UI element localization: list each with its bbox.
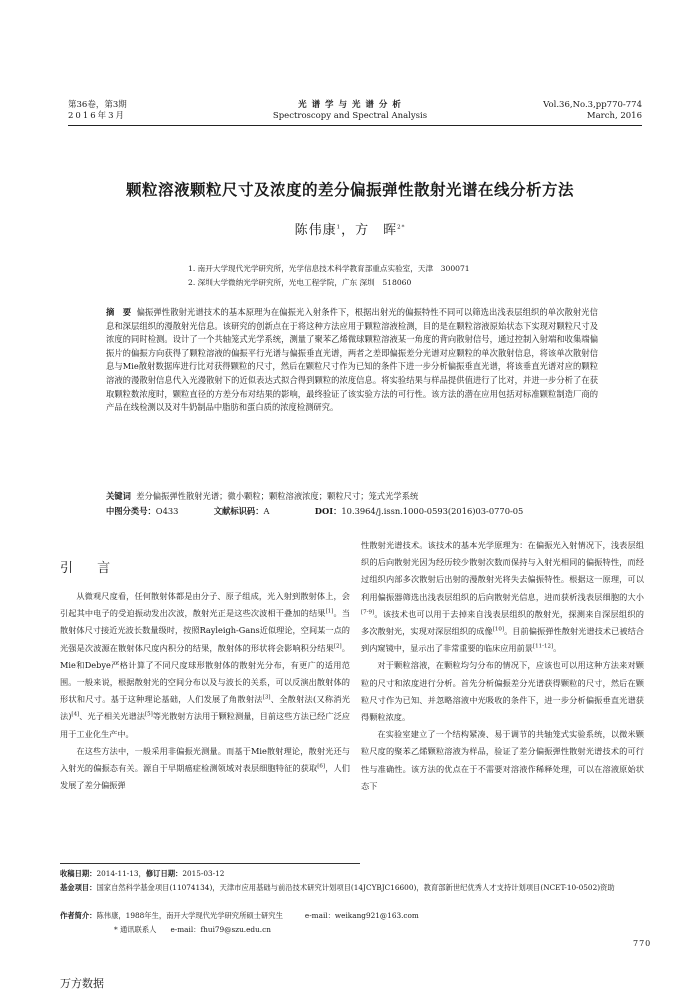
- header-date-cn: 2016年3月: [68, 111, 127, 121]
- author-separator: ，: [341, 223, 356, 238]
- header-date-en: March, 2016: [586, 111, 642, 121]
- body-paragraph: 从微观尺度看，任何散射体都是由分子、原子组成，光入射到散射体上，会引起其中电子的受迫振动发出次波，散射光正是这些次波相干叠加的结果[1]。当散射体尺寸接近光波长数量级时，按照Rayleigh-Gans近似理论，空间某一点的光强是次波源在散射体尺度内积分的结果，散射体的形状将会影响积分结果[2]。Mie和Debye严格计算了不同尺度球形散射体的散射光分布，有更广的适用范围。一般来说，根据散射光的空间分布以及与波长的关系，可以反演出散射体的形状和尺寸。基于这种理论基础，人们发展了角散射法[3]、全散射法(又称消光法)[4]、光子相关光谱法[5]等光散射方法用于颗粒测量，目前这些方法已经广泛应用于工业化生产中。: [60, 591, 350, 739]
- header-journal-cn: 光 谱 学 与 光 谱 分 析: [298, 100, 402, 110]
- citation: [7-9]: [361, 609, 375, 616]
- citation: [4]: [71, 711, 80, 718]
- citation: [10]: [492, 626, 505, 633]
- clc-value: O433: [155, 506, 179, 516]
- abstract-text: 偏振弹性散射光谱技术的基本原理为在偏振光入射条件下，根据出射光的偏振特性不同可以筛选出浅表层组织的单次散射光信息和深层组织的漫散射光信息。该研究的创新点在于将这种方法应用于颗粒溶液检测，目的是在颗粒溶液原始状态下实现对颗粒尺寸及浓度的同时检测。设计了一个共轴笼式光学系统，测量了聚苯乙烯微球颗粒溶液某一角度的背向散射信号，通过控制入射端和收集端偏振片的偏振方向获得了颗粒溶液的偏振平行光谱与偏振垂直光谱，两者之差即偏振差分光谱对应颗粒的单次散射信息，将该单次散射信息与Mie散射数据库进行比对获得颗粒的尺寸，然后在颗粒尺寸作为已知的条件下进一步分析偏振垂直光谱，将该垂直光谱对应的颗粒溶液的漫散射信息代入光漫散射下的近似表达式拟合得到颗粒的浓度信息。将实验结果与样品提供值进行了比对，并进一步分析了在获取颗粒数浓度时，颗粒直径的方差分布对结果的影响，最终验证了该实验方法的可行性。该方法的潜在应用包括对标准颗粒制造厂商的产品在线检测以及对牛奶制品中脂肪和蛋白质的浓度检测研究。: [106, 307, 598, 413]
- author-2-affil: 2*: [397, 224, 406, 231]
- doccode-label: 文献标识码：: [213, 506, 264, 516]
- body-right-column: [361, 537, 644, 795]
- body-left-column: [60, 588, 350, 794]
- doi-value: 10.3964/j.issn.1000-0593(2016)03-0770-05: [341, 506, 524, 516]
- doi-label: DOI：: [314, 506, 342, 516]
- citation: [6]: [317, 763, 326, 770]
- keywords: [106, 490, 598, 504]
- header-volume: 第36卷，第3期: [68, 100, 127, 110]
- classification-line: [106, 505, 598, 519]
- footnote-rule: [60, 863, 360, 864]
- affiliation-1: 1. 南开大学现代光学研究所，光学信息技术科学教育部重点实验室，天津 300071: [188, 264, 470, 273]
- header-citation: [460, 100, 642, 122]
- doccode-value: A: [263, 506, 270, 516]
- body-paragraph: 对于颗粒溶液，在颗粒均匀分布的情况下，应该也可以用这种方法来对颗粒的尺寸和浓度进行分析。首先分析偏振差分光谱获得颗粒的尺寸，然后在颗粒尺寸作为已知、并忽略溶液中光吸收的条件下，进一步分析偏振垂直光谱获得颗粒浓度。: [361, 660, 644, 723]
- abstract-label: 摘 要: [106, 307, 132, 317]
- abstract: [106, 306, 598, 415]
- header-rule: [68, 125, 642, 126]
- footnote-fund: 基金项目：国家自然科学基金项目(11074134)，天津市应用基础与前沿技术研究计划项目(14JCYBJC16600)，教育部新世纪优秀人才支持计划项目(NCET-10-0502)资助: [60, 883, 615, 892]
- header-journal-en: Spectroscopy and Spectral Analysis: [272, 111, 428, 121]
- citation: [2]: [333, 642, 342, 649]
- body-paragraph: 性散射光谱技术。该技术的基本光学原理为：在偏振光入射情况下，浅表层组织的后向散射光因为经历较少散射次数而保持与入射光相同的偏振特性，而经过组织内部多次散射后出射的漫散射光将失去偏振特性。根据这一原理，可以利用偏振器筛选出浅表层组织的后向散射光信息，进而获析浅表层细胞的大小[7-9]。该技术也可以用于去掉来自浅表层组织的散射光，探测来自深层组织的多次散射光，实现对深层组织的成像[10]。目前偏振弹性散射光谱技术已被结合到内窥镜中，显示出了非常重要的临床应用前景[11-12]。: [361, 540, 644, 654]
- body-paragraph: 在这些方法中，一般采用非偏振光测量。而基于Mie散射理论，散射光还与入射光的偏振态有关。源自于早期癌症检测领域对表层细胞特征的获取[6]，人们发展了差分偏振弹: [60, 745, 350, 791]
- clc-label: 中图分类号：: [106, 506, 156, 516]
- footnote-author-bio: 作者简介：陈伟康，1988年生，南开大学现代光学研究所硕士研究生 e-mail：weikang921@163.com: [60, 911, 419, 920]
- footnote-corresponding: * 通讯联系人 e-mail：fhui79@szu.edu.cn: [114, 925, 271, 934]
- author-email: e-mail：weikang921@163.com: [304, 911, 419, 920]
- header-volume-issue: [68, 100, 127, 122]
- author-2: 方 晖: [355, 223, 398, 238]
- footnote-received: 收稿日期：2014-11-13，修订日期：2015-03-12: [60, 869, 225, 878]
- page-number: 770: [633, 939, 652, 948]
- section-title-introduction: 引 言: [60, 561, 121, 576]
- citation: [3]: [262, 694, 271, 701]
- body-paragraph: 在实验室建立了一个结构紧凑、易于调节的共轴笼式实验系统，以微米颗粒尺度的聚苯乙烯颗粒溶液为样品，验证了差分偏振弹性散射光谱技术的可行性与准确性。该方法的优点在于不需要对溶液作稀释处理，可以在溶液原始状态下: [361, 729, 644, 791]
- header-vol-pages: Vol.36,No.3,pp770-774: [543, 100, 642, 110]
- citation: [1]: [325, 608, 334, 615]
- watermark: 万方数据: [60, 977, 104, 990]
- affiliation-2: 2. 深圳大学微纳光学研究所，光电工程学院，广东 深圳 518060: [188, 278, 412, 287]
- citation: [11-12]: [532, 643, 554, 650]
- header-journal: [230, 100, 470, 122]
- article-title: 颗粒溶液颗粒尺寸及浓度的差分偏振弹性散射光谱在线分析方法: [125, 180, 574, 199]
- corresponding-email: e-mail：fhui79@szu.edu.cn: [170, 925, 271, 934]
- keywords-text: 差分偏振弹性散射光谱；微小颗粒；颗粒溶液浓度；颗粒尺寸；笼式光学系统: [136, 491, 419, 501]
- author-1: 陈伟康: [294, 223, 337, 238]
- citation: [5]: [144, 711, 153, 718]
- author-line: [0, 219, 700, 238]
- keywords-label: 关键词: [106, 491, 131, 501]
- author-1-affil: 1: [336, 224, 342, 231]
